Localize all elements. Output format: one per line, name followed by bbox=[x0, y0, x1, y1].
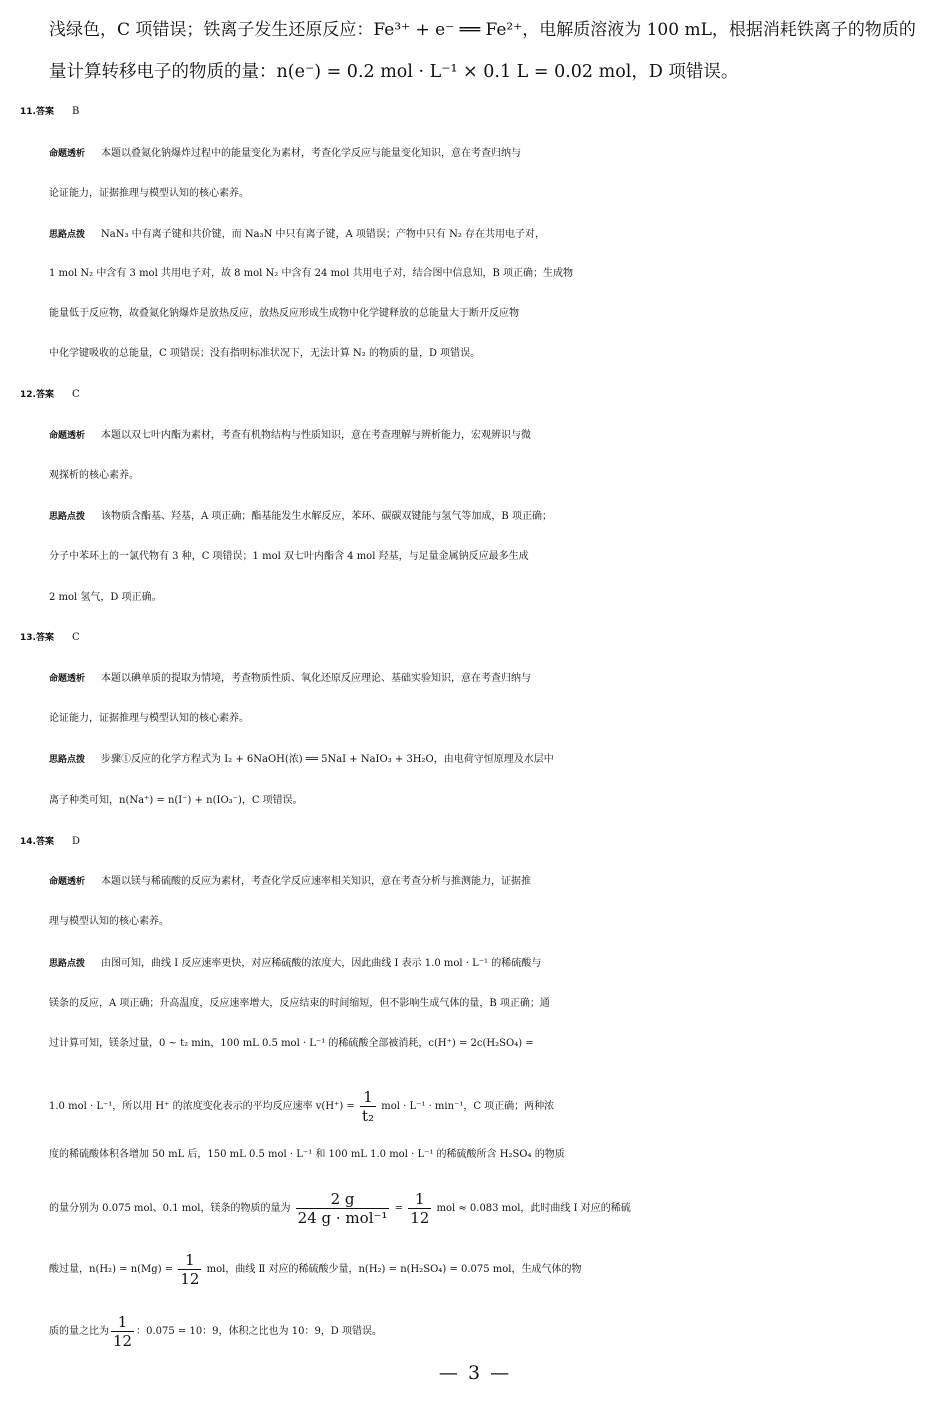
text-line: 论证能力，证据推理与模型认知的核心素养。 bbox=[49, 713, 249, 724]
text-segment: ：0.075 = 10：9，体积之比也为 10：9，D 项错误。 bbox=[136, 1326, 383, 1337]
text-segment: mol · L⁻¹ · min⁻¹，C 项正确；两种浓 bbox=[381, 1101, 555, 1112]
hint-line bbox=[49, 952, 950, 976]
question-number: 14. bbox=[20, 837, 36, 847]
numerator: 1 bbox=[360, 1088, 376, 1107]
denominator: 12 bbox=[113, 1332, 133, 1350]
denominator: 12 bbox=[180, 1270, 200, 1288]
text-line: 论证能力，证据推理与模型认知的核心素养。 bbox=[49, 188, 249, 199]
answer-value: C bbox=[71, 632, 80, 643]
denominator: 24 g · mol⁻¹ bbox=[297, 1209, 388, 1227]
formula-line bbox=[49, 1310, 950, 1354]
equals-sign: = bbox=[394, 1203, 403, 1214]
fraction bbox=[296, 1190, 390, 1227]
insight-text: 本题以碘单质的提取为情境，考查物质性质、氧化还原反应理论、基础实验知识，意在考查归纳与 bbox=[101, 673, 532, 684]
answer-value: C bbox=[71, 389, 80, 400]
question-14-header bbox=[20, 830, 950, 854]
insight-line bbox=[49, 424, 950, 448]
numerator: 1 bbox=[111, 1313, 134, 1332]
formula-line bbox=[49, 1085, 950, 1129]
answer-label: 答案 bbox=[35, 633, 54, 643]
question-12-header bbox=[20, 383, 950, 407]
text-line: 量计算转移电子的物质的量：n(e⁻) = 0.2 mol · L⁻¹ × 0.1 L = 0.02 mol，D 项错误。 bbox=[49, 62, 739, 82]
text-line: 分子中苯环上的一氯代物有 3 种，C 项错误；1 mol 双七叶内酯含 4 mol 羟基，与足量金属钠反应最多生成 bbox=[49, 551, 529, 562]
insight-label: 命题透析 bbox=[49, 877, 86, 887]
text-segment: mol ≈ 0.083 mol，此时曲线 Ⅰ 对应的稀硫 bbox=[436, 1203, 631, 1214]
question-number: 11. bbox=[20, 107, 36, 117]
hint-line bbox=[49, 748, 950, 772]
insight-text: 本题以镁与稀硫酸的反应为素材，考查化学反应速率相关知识，意在考查分析与推测能力，证据推 bbox=[101, 876, 532, 887]
hint-line bbox=[49, 223, 950, 247]
answer-value: B bbox=[71, 106, 80, 117]
answer-label: 答案 bbox=[35, 837, 54, 847]
answer-label: 答案 bbox=[35, 390, 54, 400]
insight-label: 命题透析 bbox=[49, 674, 86, 684]
hint-line bbox=[49, 505, 950, 529]
hint-text: 该物质含酯基、羟基，A 项正确；酯基能发生水解反应，苯环、碳碳双键能与氢气等加成，B 项正确； bbox=[101, 511, 552, 522]
insight-text: 本题以双七叶内酯为素材，考查有机物结构与性质知识，意在考查理解与辨析能力，宏观辨识与微 bbox=[101, 430, 532, 441]
fraction bbox=[111, 1313, 134, 1350]
hint-label: 思路点拨 bbox=[49, 755, 86, 765]
denominator: 12 bbox=[410, 1209, 430, 1227]
text-line: 2 mol 氢气，D 项正确。 bbox=[49, 592, 162, 603]
question-11-header bbox=[20, 100, 950, 124]
text-segment: 1.0 mol · L⁻¹，所以用 H⁺ 的浓度变化表示的平均反应速率 v(H⁺) = bbox=[49, 1101, 355, 1112]
question-13-header bbox=[20, 626, 950, 650]
page-number: — 3 — bbox=[438, 1362, 512, 1384]
insight-label: 命题透析 bbox=[49, 149, 86, 159]
numerator: 2 g bbox=[296, 1190, 390, 1209]
text-line: 观探析的核心素养。 bbox=[49, 470, 139, 481]
text-line: 1 mol N₂ 中含有 3 mol 共用电子对，故 8 mol N₂ 中含有 24 mol 共用电子对，结合图中信息知，B 项正确；生成物 bbox=[49, 268, 573, 279]
text-line: 浅绿色，C 项错误；铁离子发生还原反应：Fe³⁺ + e⁻ ══ Fe²⁺，电解质溶液为 100 mL，根据消耗铁离子的物质的 bbox=[49, 20, 916, 40]
hint-label: 思路点拨 bbox=[49, 959, 86, 969]
hint-text: 步骤①反应的化学方程式为 I₂ + 6NaOH(浓) ══ 5NaI + NaIO₃ + 3H₂O，由电荷守恒原理及水层中 bbox=[101, 754, 554, 765]
numerator: 1 bbox=[408, 1190, 431, 1209]
insight-line bbox=[49, 870, 950, 894]
fraction bbox=[360, 1088, 376, 1125]
answer-label: 答案 bbox=[35, 107, 54, 117]
fraction bbox=[408, 1190, 431, 1227]
fraction bbox=[178, 1251, 201, 1288]
numerator: 1 bbox=[178, 1251, 201, 1270]
insight-line bbox=[49, 667, 950, 691]
text-segment: 的量分别为 0.075 mol、0.1 mol，镁条的物质的量为 bbox=[49, 1203, 291, 1214]
formula-line bbox=[49, 1248, 950, 1292]
answer-value: D bbox=[71, 836, 80, 847]
text-line: 能量低于反应物，故叠氮化钠爆炸是放热反应，放热反应形成生成物中化学键释放的总能量大于断开反应物 bbox=[49, 308, 519, 319]
question-number: 13. bbox=[20, 633, 36, 643]
insight-label: 命题透析 bbox=[49, 431, 86, 441]
text-line: 过计算可知，镁条过量，0 ~ t₂ min，100 mL 0.5 mol · L⁻¹ 的稀硫酸全部被消耗，c(H⁺) = 2c(H₂SO₄) = bbox=[49, 1038, 534, 1049]
hint-label: 思路点拨 bbox=[49, 512, 86, 522]
text-segment: mol，曲线 Ⅱ 对应的稀硫酸少量，n(H₂) = n(H₂SO₄) = 0.075 mol，生成气体的物 bbox=[206, 1264, 582, 1275]
denominator: t₂ bbox=[361, 1107, 375, 1125]
hint-text: 由图可知，曲线 Ⅰ 反应速率更快，对应稀硫酸的浓度大，因此曲线 Ⅰ 表示 1.0 mol · L⁻¹ 的稀硫酸与 bbox=[101, 958, 542, 969]
hint-text: NaN₃ 中有离子键和共价键，而 Na₃N 中只有离子键，A 项错误；产物中只有 N₂ 存在共用电子对， bbox=[101, 229, 546, 240]
hint-label: 思路点拨 bbox=[49, 230, 86, 240]
text-segment: 酸过量，n(H₂) = n(Mg) = bbox=[49, 1264, 174, 1275]
text-line: 中化学键吸收的总能量，C 项错误；没有指明标准状况下，无法计算 N₂ 的物质的量，D 项错误。 bbox=[49, 348, 481, 359]
question-number: 12. bbox=[20, 390, 36, 400]
text-segment: 质的量之比为 bbox=[49, 1326, 109, 1337]
insight-text: 本题以叠氮化钠爆炸过程中的能量变化为素材，考查化学反应与能量变化知识，意在考查归纳与 bbox=[101, 148, 522, 159]
text-line: 度的稀硫酸体积各增加 50 mL 后，150 mL 0.5 mol · L⁻¹ 和 100 mL 1.0 mol · L⁻¹ 的稀硫酸所含 H₂SO₄ 的物质 bbox=[49, 1149, 565, 1160]
text-line: 理与模型认知的核心素养。 bbox=[49, 916, 169, 927]
text-line: 离子种类可知，n(Na⁺) = n(I⁻) + n(IO₃⁻)，C 项错误。 bbox=[49, 795, 303, 806]
text-line: 镁条的反应，A 项正确；升高温度，反应速率增大，反应结束的时间缩短，但不影响生成气体的量，B 项正确；通 bbox=[49, 998, 550, 1009]
formula-line bbox=[49, 1187, 950, 1231]
insight-line bbox=[49, 142, 950, 166]
